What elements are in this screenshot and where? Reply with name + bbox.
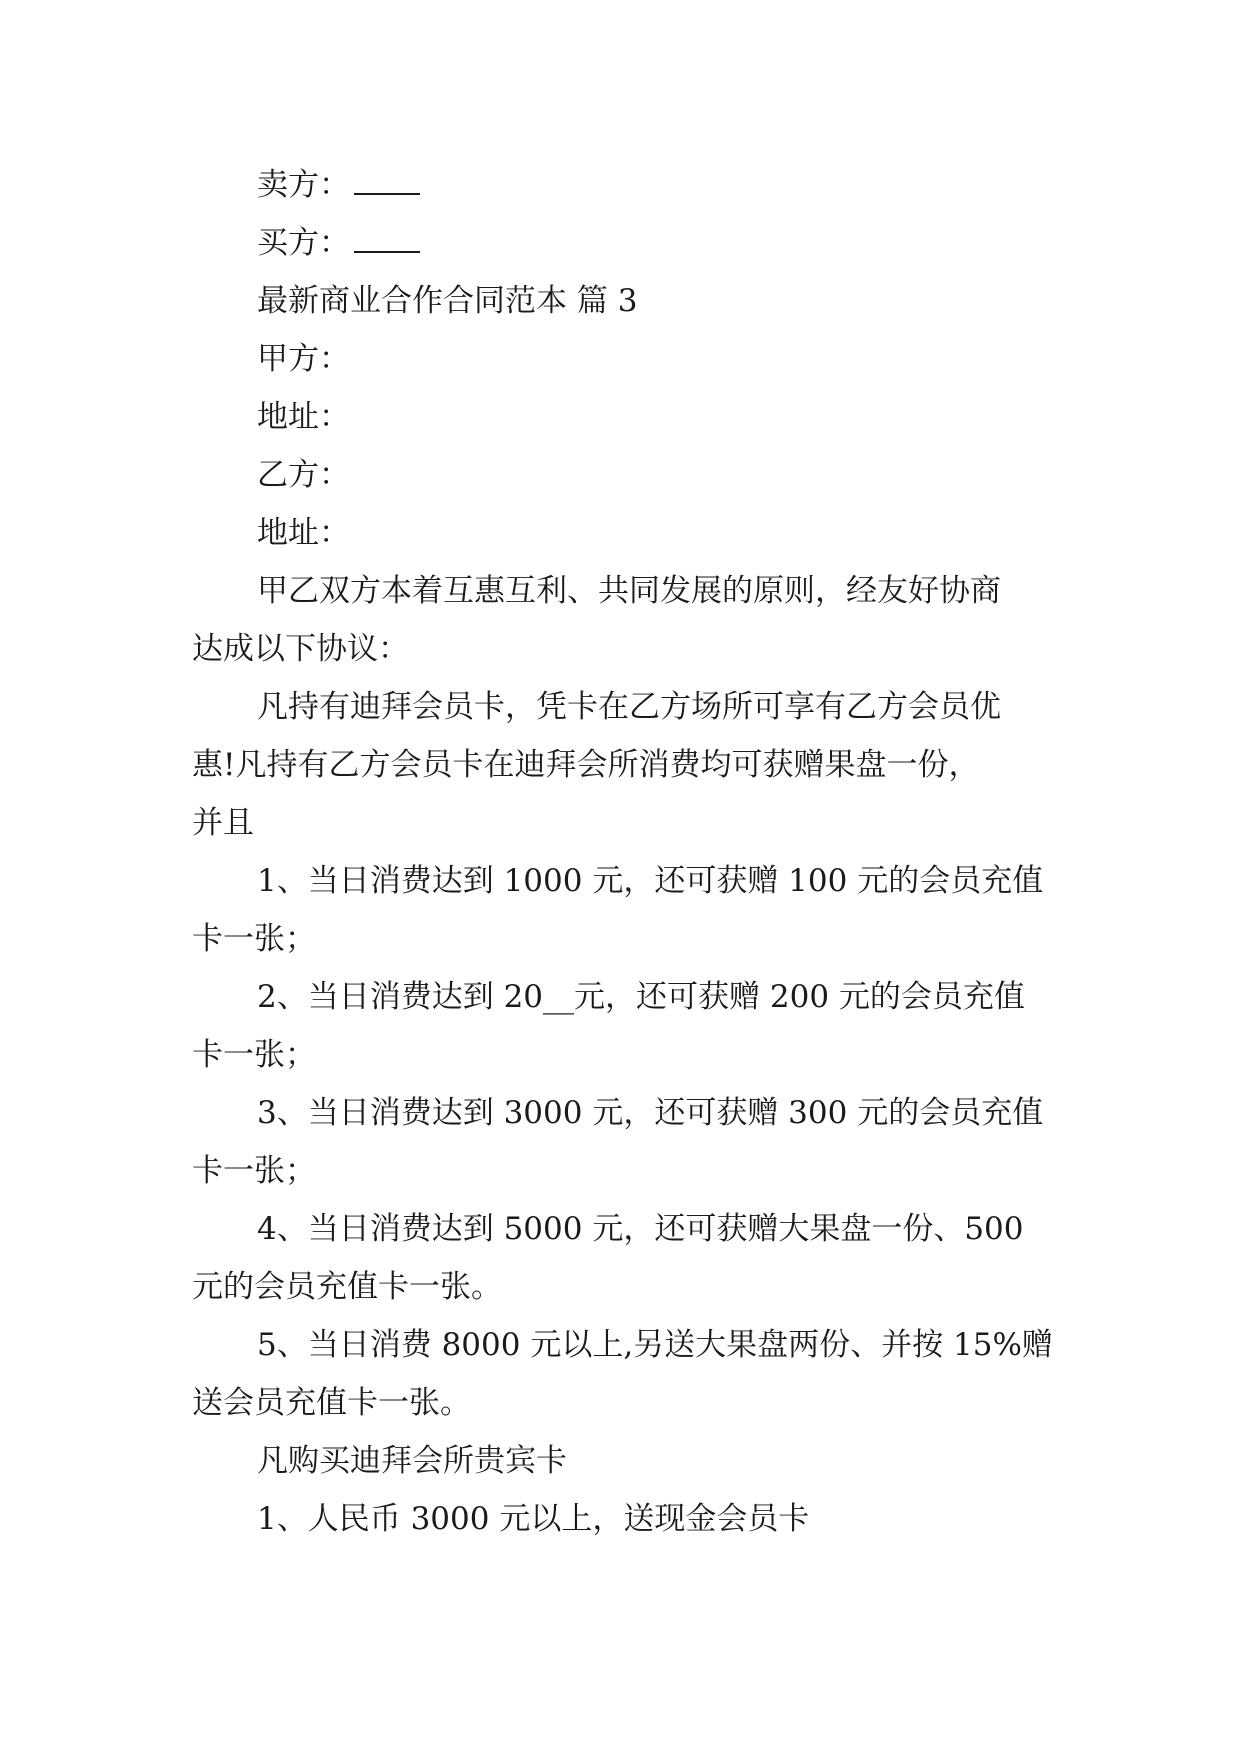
preamble-line-2: 达成以下协议： <box>192 631 409 667</box>
item-3-line-2: 卡一张； <box>192 1153 316 1189</box>
buyer-label: 买方： <box>257 225 350 261</box>
party-b-label: 乙方： <box>257 457 350 493</box>
member-clause-line-2: 惠!凡持有乙方会员卡在迪拜会所消费均可获赠果盘一份， <box>192 747 980 783</box>
seller-blank <box>354 171 420 195</box>
preamble-line-1: 甲乙双方本着互惠互利、共同发展的原则，经友好协商 <box>257 573 1001 609</box>
item-2-line-2: 卡一张； <box>192 1037 316 1073</box>
party-a-label: 甲方： <box>257 341 350 377</box>
item-4-line-1: 4、当日消费达到 5000 元，还可获赠大果盘一份、500 <box>257 1211 1024 1247</box>
item-5-line-1: 5、当日消费 8000 元以上,另送大果盘两份、并按 15%赠 <box>257 1327 1053 1363</box>
party-b-address-label: 地址： <box>257 515 350 551</box>
party-a-address-label: 地址： <box>257 399 350 435</box>
item-1-line-2: 卡一张； <box>192 921 316 957</box>
item-5-line-2: 送会员充值卡一张。 <box>192 1385 471 1421</box>
item-4-line-2: 元的会员充值卡一张。 <box>192 1269 502 1305</box>
item-1-line-1: 1、当日消费达到 1000 元，还可获赠 100 元的会员充值 <box>257 863 1044 899</box>
item-3-line-1: 3、当日消费达到 3000 元，还可获赠 300 元的会员充值 <box>257 1095 1044 1131</box>
seller-label: 卖方： <box>257 167 350 203</box>
buyer-line <box>257 223 420 263</box>
seller-line <box>257 165 420 205</box>
member-clause-line-3: 并且 <box>192 805 254 841</box>
vip-item-1: 1、人民币 3000 元以上，送现金会员卡 <box>257 1501 810 1537</box>
buyer-blank <box>354 229 420 253</box>
section-heading: 最新商业合作合同范本 篇 3 <box>257 283 638 319</box>
member-clause-line-1: 凡持有迪拜会员卡，凭卡在乙方场所可享有乙方会员优 <box>257 689 1001 725</box>
vip-card-heading: 凡购买迪拜会所贵宾卡 <box>257 1443 567 1479</box>
item-2-line-1: 2、当日消费达到 20__元，还可获赠 200 元的会员充值 <box>257 979 1025 1015</box>
